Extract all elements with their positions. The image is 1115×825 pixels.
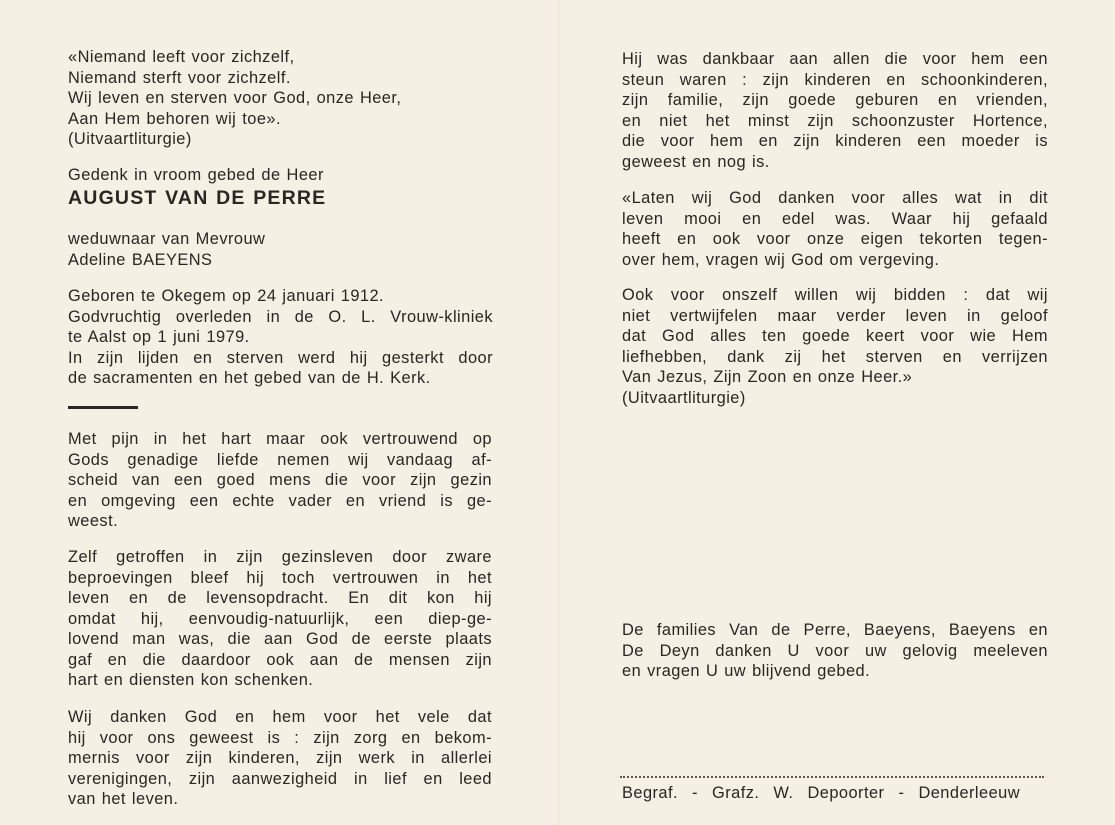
text-line: Zelf getroffen in zijn gezinsleven door zware	[68, 548, 492, 566]
bio-line: In zijn lijden en sterven werd hij gesterkt door	[68, 348, 493, 367]
widower-info	[68, 229, 498, 270]
text-line: Met pijn in het hart maar ook vertrouwend op	[68, 430, 492, 448]
text-line: «Laten wij God danken voor alles wat in dit	[622, 189, 1048, 207]
text-line: en omgeving een echte vader en vriend is ge-	[68, 491, 492, 510]
text-line: Hij was dankbaar aan allen die voor hem een	[622, 50, 1048, 68]
text-line: van het leven.	[68, 790, 179, 808]
bio-line: Geboren te Okegem op 24 januari 1912.	[68, 287, 385, 305]
text-line: weest.	[68, 512, 119, 530]
text-line: hij voor ons geweest is : zijn zorg en bekom-	[68, 728, 492, 747]
printer-text: Begraf. - Grafz. W. Depoorter - Denderleeuw	[622, 784, 1020, 802]
text-line: lovend man was, die aan God de eerste plaats	[68, 630, 492, 648]
text-line: zijn familie, zijn goede geburen en vrienden,	[622, 91, 1048, 109]
bio-line: te Aalst op 1 juni 1979.	[68, 328, 250, 346]
opening-quote	[68, 47, 498, 150]
paragraph-3	[68, 707, 492, 810]
text-line: en niet het minst zijn schoonzuster Hortence,	[622, 111, 1048, 130]
text-line: Van Jezus, Zijn Zoon en onze Heer.»	[622, 368, 913, 386]
text-line: en vragen U uw blijvend gebed.	[622, 662, 871, 680]
text-line: Ook voor onszelf willen wij bidden : dat wij	[622, 286, 1048, 304]
family-thanks	[622, 620, 1048, 682]
text-line: steun waren : zijn kinderen en schoonkinderen,	[622, 70, 1048, 89]
prayer-paragraph	[622, 285, 1048, 408]
text-line: leven en de levensopdracht. En dit kon hij	[68, 589, 492, 607]
text-line: scheid van een goed mens die voor zijn gezin	[68, 471, 492, 489]
commemoration	[68, 165, 498, 210]
biography	[68, 286, 493, 389]
divider-rule	[68, 406, 138, 409]
text-line: dat God alles ten goede keert voor wie Hem	[622, 327, 1048, 345]
printer-credit	[622, 783, 1020, 804]
quote-line: Niemand sterft voor zichzelf.	[68, 68, 291, 87]
text-line: Gods genadige liefde nemen wij vandaag af-	[68, 450, 492, 469]
text-line: leven mooi en edel was. Waar hij gefaald	[622, 209, 1048, 228]
quote-line: «Niemand leeft voor zichzelf,	[68, 48, 295, 66]
text-line: omdat hij, eenvoudig-natuurlijk, een diep-ge-	[68, 609, 492, 628]
widower-line: weduwnaar van Mevrouw	[68, 230, 266, 248]
text-line: De Deyn danken U voor uw gelovig meeleven	[622, 641, 1048, 660]
card-fold	[558, 0, 560, 825]
quote-source: (Uitvaartliturgie)	[622, 388, 746, 407]
text-line: De families Van de Perre, Baeyens, Baeyens en	[622, 621, 1048, 639]
text-line: verenigingen, zijn aanwezigheid in lief en leed	[68, 769, 492, 788]
thanks-paragraph	[622, 188, 1048, 270]
spouse-name: Adeline BAEYENS	[68, 250, 213, 269]
bio-line: Godvruchtig overleden in de O. L. Vrouw-kliniek	[68, 307, 493, 326]
text-line: die voor hem en zijn kinderen een moeder is	[622, 132, 1048, 150]
deceased-name: AUGUST VAN DE PERRE	[68, 186, 327, 209]
text-line: beproevingen bleef hij toch vertrouwen in het	[68, 568, 492, 587]
paragraph-1	[68, 429, 492, 532]
gratitude-paragraph	[622, 49, 1048, 172]
text-line: Wij danken God en hem voor het vele dat	[68, 708, 492, 726]
quote-line: Wij leven en sterven voor God, onze Heer,	[68, 89, 402, 107]
commemorate-text: Gedenk in vroom gebed de Heer	[68, 166, 324, 184]
quote-source: (Uitvaartliturgie)	[68, 130, 192, 148]
quote-line: Aan Hem behoren wij toe».	[68, 109, 281, 128]
paragraph-2	[68, 547, 492, 691]
bio-line: de sacramenten en het gebed van de H. Kerk.	[68, 369, 431, 387]
text-line: mernis voor zijn kinderen, zijn werk in allerlei	[68, 749, 492, 767]
text-line: liefhebben, dank zij het sterven en verrijzen	[622, 347, 1048, 366]
text-line: heeft en ook voor onze eigen tekorten tegen-	[622, 230, 1048, 248]
text-line: geweest en nog is.	[622, 152, 770, 171]
text-line: hart en diensten kon schenken.	[68, 671, 314, 689]
text-line: niet vertwijfelen maar verder leven in geloof	[622, 306, 1048, 325]
dotted-separator	[620, 776, 1044, 778]
text-line: gaf en die daardoor ook aan de mensen zijn	[68, 650, 492, 669]
text-line: over hem, vragen wij God om vergeving.	[622, 250, 940, 269]
